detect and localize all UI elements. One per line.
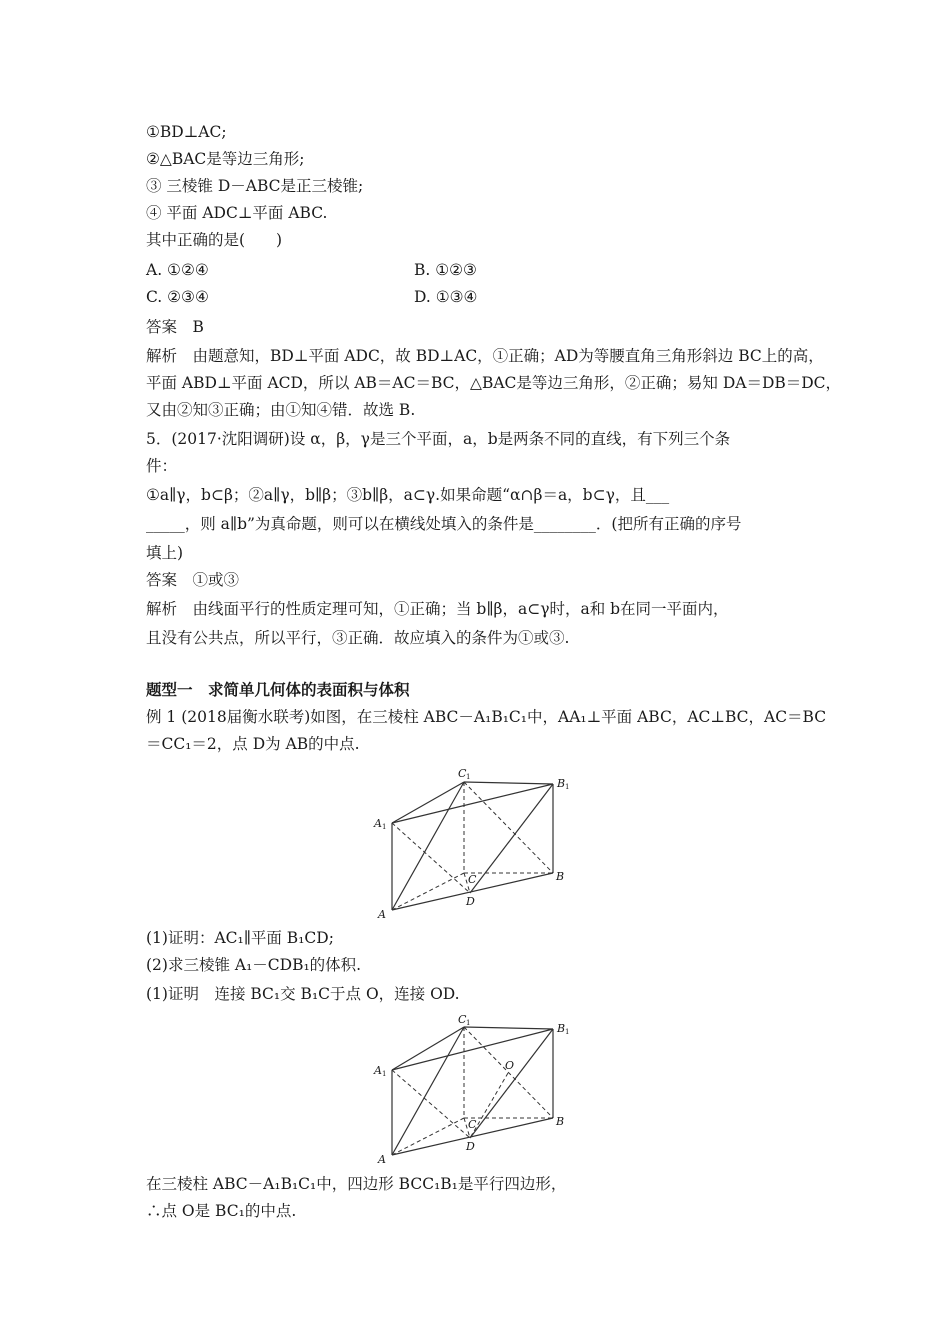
label-c1: C bbox=[458, 767, 467, 780]
label-b1: B bbox=[557, 1022, 566, 1035]
sub-b1: 1 bbox=[565, 783, 570, 791]
option-d: D. ①③④ bbox=[414, 288, 478, 306]
line-3: ③ 三棱锥 D－ABC是正三棱锥; bbox=[146, 177, 364, 195]
example-1-line1: 例 1 (2018届衡水联考)如图，在三棱柱 ABC－A₁B₁C₁中，AA₁⊥平面 ABC，AC⊥BC，AC＝BC bbox=[146, 708, 827, 726]
option-a: A. ①②④ bbox=[146, 261, 209, 279]
line-2: ②△BAC是等边三角形; bbox=[146, 150, 305, 168]
analysis-4-line2: 平面 ABD⊥平面 ACD，所以 AB＝AC＝BC，△BAC是等边三角形，②正确；易知 DA＝DB＝DC， bbox=[146, 374, 842, 392]
problem-5-line3: ①a∥γ，b⊂β；②a∥γ，b∥β；③b∥β，a⊂γ.如果命题“α∩β＝a，b⊂γ，且___ bbox=[146, 486, 670, 504]
label-a1: A bbox=[374, 1064, 382, 1077]
label-b1: B bbox=[557, 777, 566, 790]
option-c: C. ②③④ bbox=[146, 288, 209, 306]
problem-5-line5: 填上) bbox=[146, 544, 184, 562]
sub-c1: 1 bbox=[466, 773, 471, 781]
sub-c1: 1 bbox=[466, 1019, 471, 1027]
prism-figure-2 bbox=[370, 1015, 580, 1170]
analysis-4-line3: 又由②知③正确；由①知④错．故选 B. bbox=[146, 401, 416, 419]
example-1-line2: ＝CC₁＝2，点 D为 AB的中点. bbox=[146, 735, 360, 753]
analysis-4-line1: 解析 由题意知，BD⊥平面 ADC，故 BD⊥AC，①正确；AD为等腰直角三角形斜边 BC上的高， bbox=[146, 347, 824, 365]
section-heading: 题型一 求简单几何体的表面积与体积 bbox=[146, 680, 410, 699]
proof-line2: 在三棱柱 ABC－A₁B₁C₁中，四边形 BCC₁B₁是平行四边形， bbox=[146, 1175, 567, 1193]
label-b: B bbox=[556, 870, 565, 883]
label-o: O bbox=[505, 1059, 515, 1072]
problem-5-line1: 5．(2017·沈阳调研)设 α，β，γ是三个平面，a，b是两条不同的直线，有下列三个条 bbox=[146, 430, 731, 448]
label-c1: C bbox=[458, 1015, 467, 1026]
answer-4: 答案 B bbox=[146, 318, 204, 336]
label-d: D bbox=[466, 1140, 475, 1153]
proof-line1: (1)证明 连接 BC₁交 B₁C于点 O，连接 OD. bbox=[146, 985, 460, 1003]
line-4: ④ 平面 ADC⊥平面 ABC. bbox=[146, 204, 328, 222]
analysis-5-line1: 解析 由线面平行的性质定理可知，①正确；当 b∥β，a⊂γ时，a和 b在同一平面内， bbox=[146, 600, 729, 618]
sub-a1: 1 bbox=[382, 1070, 387, 1078]
problem-5-line4: _____，则 a∥b”为真命题，则可以在横线处填入的条件是________．(把所有正确的序号 bbox=[146, 515, 742, 533]
label-b: B bbox=[556, 1115, 565, 1128]
answer-5: 答案 ①或③ bbox=[146, 571, 240, 589]
label-d: D bbox=[466, 895, 475, 908]
label-c: C bbox=[468, 873, 477, 886]
sub-question-2: (2)求三棱锥 A₁－CDB₁的体积. bbox=[146, 956, 362, 974]
sub-a1: 1 bbox=[382, 823, 387, 831]
label-a1: A bbox=[374, 817, 382, 830]
line-1: ①BD⊥AC; bbox=[146, 123, 227, 141]
label-c: C bbox=[468, 1118, 477, 1131]
label-a: A bbox=[378, 1153, 386, 1166]
sub-question-1: (1)证明：AC₁∥平面 B₁CD; bbox=[146, 929, 334, 947]
prism-figure-1 bbox=[370, 765, 580, 925]
analysis-5-line2: 且没有公共点，所以平行，③正确．故应填入的条件为①或③. bbox=[146, 629, 570, 647]
sub-b1: 1 bbox=[565, 1028, 570, 1036]
option-b: B. ①②③ bbox=[414, 261, 477, 279]
label-a: A bbox=[378, 908, 386, 921]
question-stem: 其中正确的是( ) bbox=[146, 231, 283, 249]
proof-line3: ∴点 O是 BC₁的中点. bbox=[146, 1202, 297, 1220]
problem-5-line2: 件： bbox=[146, 457, 178, 475]
